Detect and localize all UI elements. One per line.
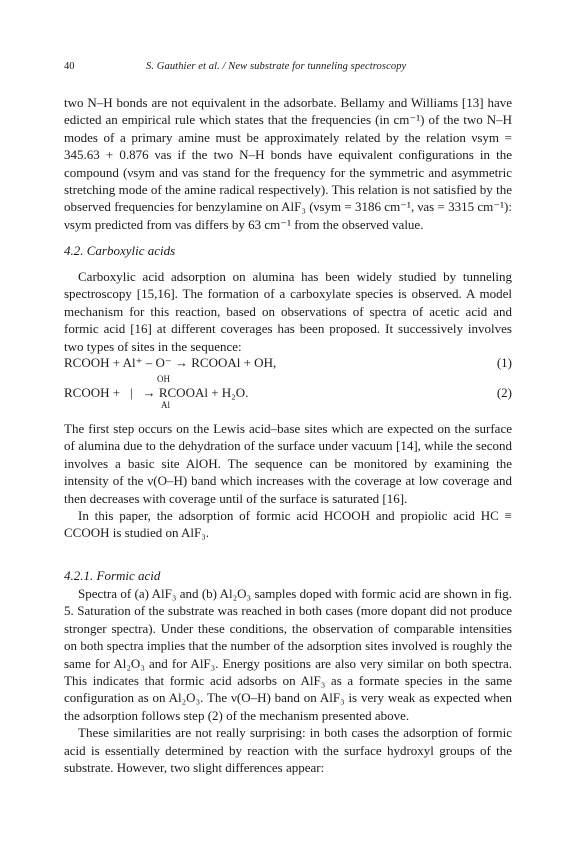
equation-text: RCOOH + Al⁺ – O⁻ → RCOOAl + OH, — [64, 354, 277, 370]
paragraph-mechanism — [64, 420, 512, 542]
paragraph-carboxylic-intro — [64, 268, 512, 355]
equation-number: (1) — [496, 354, 512, 370]
equation-bottom-label: Al — [161, 400, 170, 410]
equation-lhs: RCOOH + — [64, 384, 121, 400]
bond-symbol: | — [130, 384, 133, 400]
running-title: S. Gauthier et al. / New substrate for tunneling spectroscopy — [146, 61, 407, 72]
paragraph-amine — [64, 94, 512, 233]
paragraph-text: The first step occurs on the Lewis acid–base sites which are expected on the surface of alumina due to the dehydration of the surface under vacuum [14], while the second involves a basic site AlOH. The sequence can be monitored by examining the intensity of the ν(O–H) band which increases with the coverage at low coverage and then decreases with coverage until of the surface is saturated [16]. — [64, 421, 512, 506]
paragraph-formic — [64, 585, 512, 776]
paragraph-text: In this paper, the adsorption of formic acid HCOOH and propiolic acid HC ≡ CCOOH is studied on AlF₃. — [64, 508, 512, 541]
equation-rhs: → RCOOAl + H₂O. — [142, 384, 249, 400]
paragraph-text: Spectra of (a) AlF₃ and (b) Al₂O₃ samples doped with formic acid are shown in fig. 5. Saturation of the substrate was reached in both cases (more dopant did not produce stronger spectra). Under these conditions, the observation of comparable intensities on both spectra implies that the number of the adsorption sites involved is roughly the same for Al₂O₃ and for AlF₃. Energy positions are also very similar on both spectra. This indicates that formic acid adsorbs on AlF₃ as a formate species in the same configuration as on Al₂O₃. The ν(O–H) band on AlF₃ is very weak as expected when the adsorption follows step (2) of the mechanism presented above. — [64, 586, 512, 723]
section-heading-formic — [64, 567, 512, 584]
equation-number: (2) — [496, 384, 512, 400]
paragraph-text: two N–H bonds are not equivalent in the adsorbate. Bellamy and Williams [13] have edicted an empirical rule which states that the frequencies (in cm⁻¹) of the two N–H modes of a primary amine must be approximately related by the relation νsym = 345.63 + 0.876 νas if the two N–H bonds have equivalent configurations in the compound (νsym and νas stand for the frequency for the symmetric and asymmetric stretching mode of the amine radical respectively). This relation is not satisfied by the observed frequencies for benzylamine on AlF₃ (νsym = 3186 cm⁻¹, νas = 3315 cm⁻¹): νsym predicted from νas differs by 63 cm⁻¹ from the observed value. — [64, 95, 512, 232]
paragraph-text: These similarities are not really surprising: in both cases the adsorption of formic acid is essentially determined by reaction with the surface hydroxyl groups of the substrate. However, two slight differences appear: — [64, 725, 512, 776]
equation-top-label: OH — [157, 374, 170, 384]
equation-1 — [64, 353, 512, 371]
equation-2 — [64, 374, 512, 410]
page-number: 40 — [64, 61, 75, 72]
subsection-heading: 4.2.1. Formic acid — [64, 568, 161, 583]
section-heading: 4.2. Carboxylic acids — [64, 243, 176, 258]
paragraph-text: Carboxylic acid adsorption on alumina has been widely studied by tunneling spectroscopy [15,16]. The formation of a carboxylate species is observed. A model mechanism for this reaction, based on observations of spectra of acetic acid and formic acid [16] at different coverages has been proposed. It successively involves two types of sites in the sequence: — [64, 269, 512, 354]
section-heading-carboxylic — [64, 242, 512, 259]
